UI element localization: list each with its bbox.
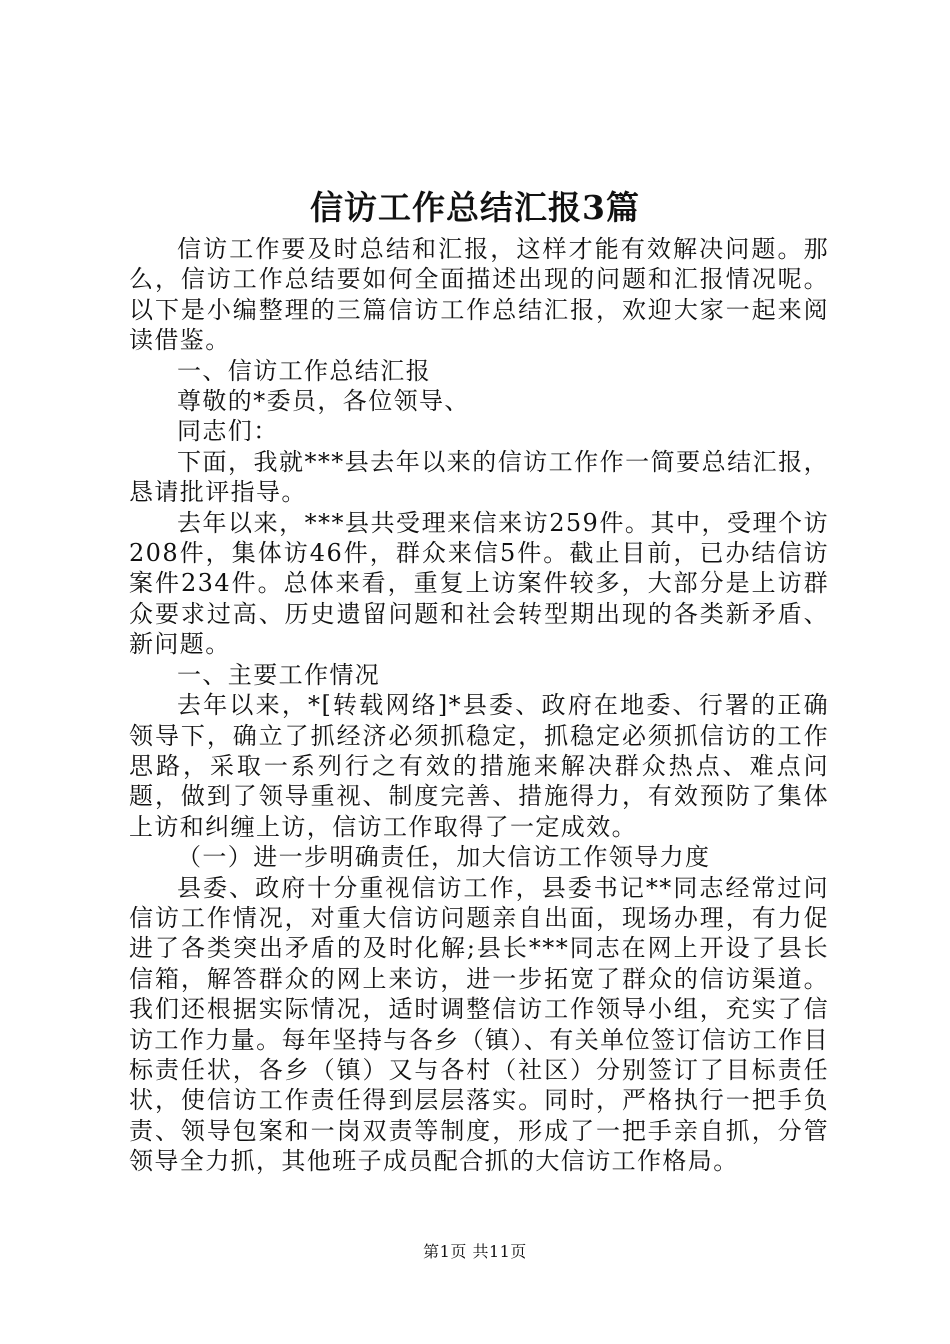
body-paragraph: 去年以来，***县共受理来信来访259件。其中，受理个访208件，集体访46件，群众来信5件。截止目前，已办结信访案件234件。总体来看，重复上访案件较多，大部分是上访群众要求过高、历史遗留问题和社会转型期出现的各类新矛盾、新问题。: [129, 508, 829, 659]
subsection-heading: （一）进一步明确责任，加大信访工作领导力度: [177, 843, 711, 872]
page-footer: 第1页 共11页: [423, 1242, 527, 1261]
document-title: 信访工作总结汇报3篇: [310, 188, 640, 227]
body-paragraph: 去年以来，*[转载网络]*县委、政府在地委、行署的正确领导下，确立了抓经济必须抓稳定，抓稳定必须抓信访的工作思路，采取一系列行之有效的措施来解决群众热点、难点问题，做到了领导重视、制度完善、措施得力，有效预防了集体上访和纠缠上访，信访工作取得了一定成效。: [129, 691, 829, 841]
document-body: [129, 234, 829, 1177]
section-heading: 一、信访工作总结汇报: [177, 356, 431, 385]
section-heading: 一、主要工作情况: [177, 660, 381, 689]
body-paragraph: 下面，我就***县去年以来的信访工作作一简要总结汇报，恳请批评指导。: [129, 447, 829, 507]
body-paragraph: 县委、政府十分重视信访工作，县委书记**同志经常过问信访工作情况，对重大信访问题亲自出面，现场办理，有力促进了各类突出矛盾的及时化解;县长***同志在网上开设了县长信箱，解答群众的网上来访，进一步拓宽了群众的信访渠道。我们还根据实际情况，适时调整信访工作领导小组，充实了信访工作力量。每年坚持与各乡（镇）、有关单位签订信访工作目标责任状，各乡（镇）又与各村（社区）分别签订了目标责任状，使信访工作责任得到层层落实。同时，严格执行一把手负责、领导包案和一岗双责等制度，形成了一把手亲自抓，分管领导全力抓，其他班子成员配合抓的大信访工作格局。: [129, 873, 829, 1176]
intro-paragraph: 信访工作要及时总结和汇报，这样才能有效解决问题。那么，信访工作总结要如何全面描述出现的问题和汇报情况呢。以下是小编整理的三篇信访工作总结汇报，欢迎大家一起来阅读借鉴。: [129, 235, 829, 355]
salutation: 尊敬的*委员，各位领导、: [177, 387, 470, 416]
salutation: 同志们：: [177, 417, 279, 446]
